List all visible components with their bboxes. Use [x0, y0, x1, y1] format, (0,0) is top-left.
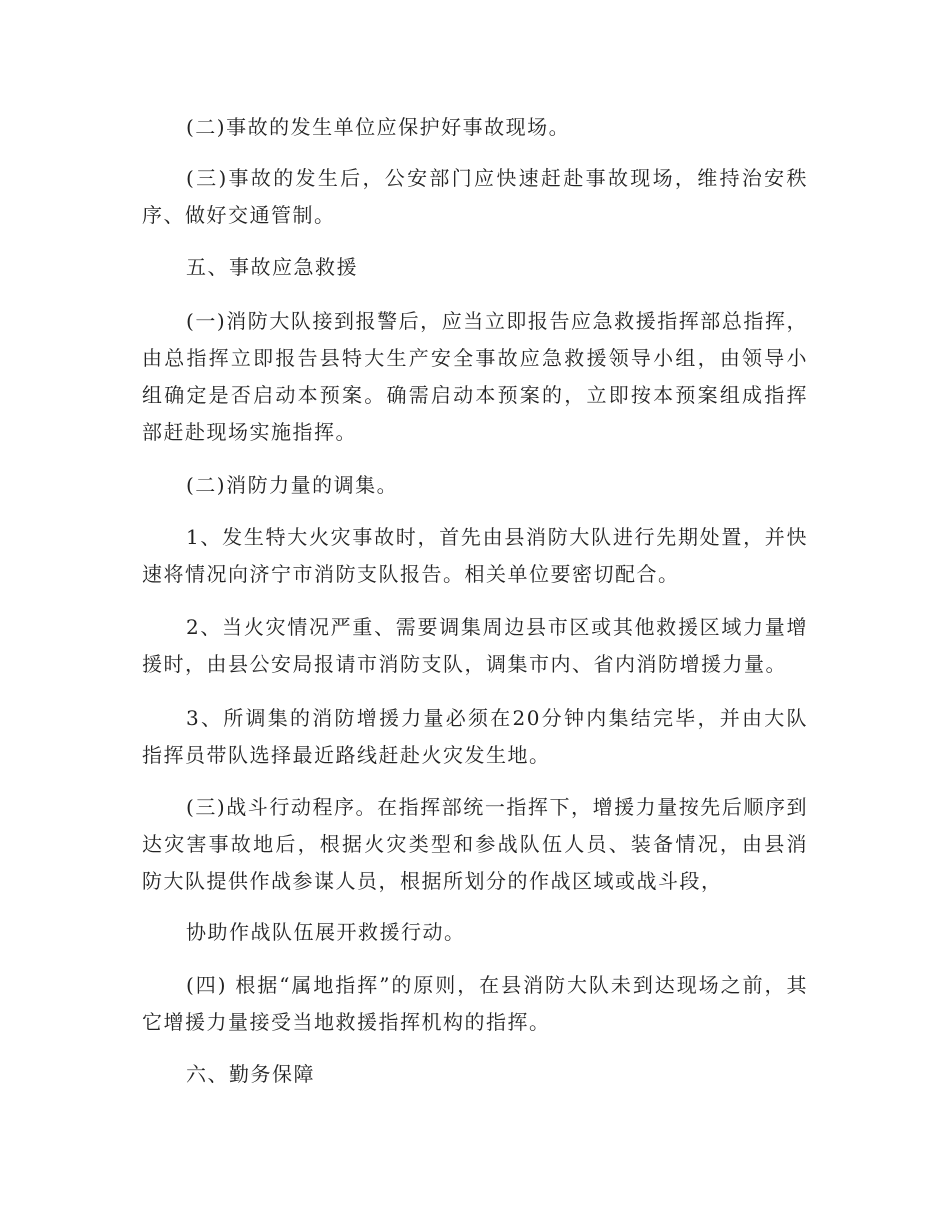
paragraph-2: (三)事故的发生后，公安部门应快速赶赴事故现场，维持治安秩序、做好交通管制。 — [142, 166, 808, 227]
paragraph-9: 协助作战队伍展开救援行动。 — [186, 920, 466, 944]
section-heading-5: 五、事故应急救援 — [186, 255, 358, 279]
paragraph-5: 1、发生特大火灾事故时，首先由县消防大队进行先期处置，并快速将情况向济宁市消防支队报告。相关单位要密切配合。 — [142, 525, 808, 586]
paragraph-10: (四) 根据“属地指挥”的原则，在县消防大队未到达现场之前，其它增援力量接受当地救援指挥机构的指挥。 — [142, 973, 808, 1034]
paragraph-7: 3、所调集的消防增援力量必须在20分钟内集结完毕，并由大队指挥员带队选择最近路线赶赴火灾发生地。 — [142, 706, 808, 767]
paragraph-4: (二)消防力量的调集。 — [186, 473, 399, 497]
paragraph-1: (二)事故的发生单位应保护好事故现场。 — [186, 115, 571, 139]
paragraph-8: (三)战斗行动程序。在指挥部统一指挥下，增援力量按先后顺序到达灾害事故地后，根据火灾类型和参战队伍人员、装备情况，由县消防大队提供作战参谋人员，根据所划分的作战区域或战斗段， — [142, 795, 808, 893]
section-heading-6: 六、勤务保障 — [186, 1062, 315, 1086]
paragraph-3: (一)消防大队接到报警后，应当立即报告应急救援指挥部总指挥，由总指挥立即报告县特大生产安全事故应急救援领导小组，由领导小组确定是否启动本预案。确需启动本预案的，立即按本预案组成指挥部赶赴现场实施指挥。 — [142, 309, 808, 444]
paragraph-6: 2、当火灾情况严重、需要调集周边县市区或其他救援区域力量增援时，由县公安局报请市消防支队，调集市内、省内消防增援力量。 — [142, 615, 808, 676]
